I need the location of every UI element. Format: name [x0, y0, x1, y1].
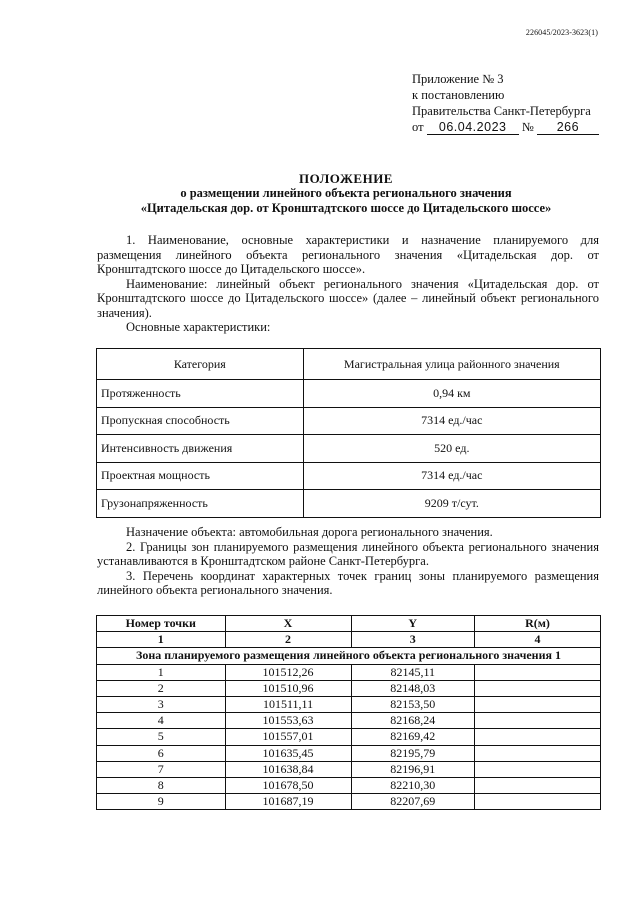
section-2-3 [97, 525, 599, 598]
header-cell: Магистральная улица районного значения [303, 349, 600, 380]
appendix-date-line [412, 119, 612, 135]
table-header-row [97, 349, 601, 380]
table-cell: 101687,19 [225, 794, 351, 810]
table-cell: 101511,11 [225, 696, 351, 712]
header-cell: Номер точки [97, 616, 226, 632]
title-line-1: ПОЛОЖЕНИЕ [299, 171, 393, 186]
header-cell: X [225, 616, 351, 632]
table-cell: 82210,30 [351, 777, 474, 793]
table-cell: 7314 ед./час [303, 407, 600, 435]
appendix-line-3: Правительства Санкт-Петербурга [412, 104, 591, 118]
table-cell: 7 [97, 761, 226, 777]
table-cell: 101512,26 [225, 664, 351, 680]
index-cell: 1 [97, 632, 226, 648]
number-label: № [521, 120, 534, 134]
table-cell [474, 696, 600, 712]
paragraph-boundaries: 2. Границы зон планируемого размещения линейного объекта регионального значения устанавливаются в Кронштадтском районе Санкт-Петербурга. [97, 539, 599, 568]
table-cell: 82148,03 [351, 680, 474, 696]
paragraph-purpose: Назначение объекта: автомобильная дорога регионального значения. [126, 525, 493, 539]
table-cell: 5 [97, 729, 226, 745]
resolution-date: 06.04.2023 [427, 121, 519, 135]
table-cell [474, 777, 600, 793]
table-cell: 82196,91 [351, 761, 474, 777]
table-cell [474, 664, 600, 680]
index-cell: 4 [474, 632, 600, 648]
table-cell: 82195,79 [351, 745, 474, 761]
table-row [97, 794, 601, 810]
table-cell: 3 [97, 696, 226, 712]
table-cell [474, 729, 600, 745]
header-cell: Y [351, 616, 474, 632]
table-cell: Проектная мощность [97, 462, 304, 490]
paragraph-coordinates-intro: 3. Перечень координат характерных точек границ зоны планируемого размещения линейного объекта регионального значения. [97, 568, 599, 597]
table-cell: 101678,50 [225, 777, 351, 793]
coordinates-table [96, 615, 601, 810]
paragraph-name-characteristics: 1. Наименование, основные характеристики и назначение планируемого для размещения линейного объекта регионального значения «Цитадельская дор. от Кронштадтского шоссе до Цитадельского шоссе». [97, 233, 599, 276]
table-cell: 82168,24 [351, 713, 474, 729]
table-cell [474, 745, 600, 761]
table-cell: 520 ед. [303, 435, 600, 463]
paragraph-characteristics-label: Основные характеристики: [126, 320, 271, 334]
table-cell: 0,94 км [303, 380, 600, 408]
table-cell: 7314 ед./час [303, 462, 600, 490]
from-label: от [412, 120, 424, 134]
table-cell: 101557,01 [225, 729, 351, 745]
title-line-2: о размещении линейного объекта регионального значения [180, 186, 512, 200]
table-row [97, 729, 601, 745]
paragraph-name: Наименование: линейный объект регионального значения «Цитадельская дор. от Кронштадтского шоссе до Цитадельского шоссе» (далее – линейный объект регионального значения). [97, 276, 599, 320]
table-row [97, 777, 601, 793]
table-cell: Пропускная способность [97, 407, 304, 435]
table-cell: 101553,63 [225, 713, 351, 729]
table-cell: 8 [97, 777, 226, 793]
table-cell: 82145,11 [351, 664, 474, 680]
table-row [97, 380, 601, 408]
table-cell: 4 [97, 713, 226, 729]
table-row [97, 713, 601, 729]
document-title [96, 171, 596, 216]
appendix-line-1: Приложение № 3 [412, 72, 504, 86]
table-row [97, 761, 601, 777]
header-cell: Категория [97, 349, 304, 380]
table-cell [474, 713, 600, 729]
table-cell: 82169,42 [351, 729, 474, 745]
table-row [97, 435, 601, 463]
resolution-number: 266 [537, 121, 599, 135]
table-cell: Протяженность [97, 380, 304, 408]
table-cell: 101510,96 [225, 680, 351, 696]
title-line-3: «Цитадельская дор. от Кронштадтского шоссе до Цитадельского шоссе» [140, 201, 552, 215]
table-cell: 2 [97, 680, 226, 696]
table-cell: 1 [97, 664, 226, 680]
appendix-line-2: к постановлению [412, 88, 505, 102]
appendix-block [412, 71, 612, 135]
table-cell: Интенсивность движения [97, 435, 304, 463]
column-index-row [97, 632, 601, 648]
header-cell: R(м) [474, 616, 600, 632]
table-header-row [97, 616, 601, 632]
table-cell: 82153,50 [351, 696, 474, 712]
table-cell: 101635,45 [225, 745, 351, 761]
table-row [97, 680, 601, 696]
table-row [97, 407, 601, 435]
table-row [97, 664, 601, 680]
table-cell [474, 761, 600, 777]
document-id: 226045/2023-3623(1) [525, 28, 598, 37]
index-cell: 2 [225, 632, 351, 648]
table-row [97, 745, 601, 761]
table-row [97, 490, 601, 518]
table-row [97, 462, 601, 490]
table-cell: 9209 т/сут. [303, 490, 600, 518]
table-cell: 82207,69 [351, 794, 474, 810]
section-1 [97, 233, 599, 335]
zone-row [97, 648, 601, 664]
table-cell: 9 [97, 794, 226, 810]
table-cell [474, 794, 600, 810]
characteristics-table [96, 348, 601, 518]
table-cell: 6 [97, 745, 226, 761]
table-cell [474, 680, 600, 696]
index-cell: 3 [351, 632, 474, 648]
table-cell: Грузонапряженность [97, 490, 304, 518]
table-cell: 101638,84 [225, 761, 351, 777]
table-row [97, 696, 601, 712]
zone-title-cell: Зона планируемого размещения линейного объекта регионального значения 1 [97, 648, 601, 664]
